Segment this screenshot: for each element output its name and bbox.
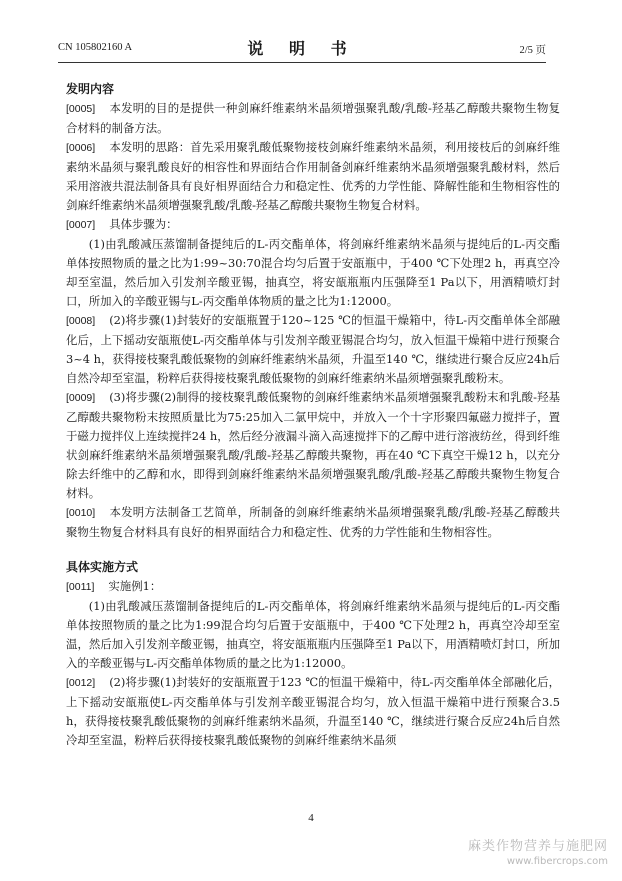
paragraph-0005 <box>66 99 560 138</box>
paragraph-0008 <box>66 311 560 388</box>
paragraph-number: [0010] <box>66 507 96 519</box>
paragraph-text: (3)将步骤(2)制得的接枝聚乳酸低聚物的剑麻纤维素纳米晶须增强聚乳酸粉末和乳酸-羟基乙醇酸共聚物粉末按照质量比为75:25加入二氯甲烷中，并放入一个十字形聚四氟磁力搅拌子，置于磁力搅拌仪上连续搅拌24 h，然后经分液漏斗滴入高速搅拌下的乙醇中进行溶液纺丝，得到纤维状剑麻纤维素纳米晶须增强聚乳酸/乳酸-羟基乙醇酸共聚物，再在40 ℃下真空干燥12 h，以充分除去纤维中的乙醇和水，即得到剑麻纤维素纳米晶须增强聚乳酸/乳酸-羟基乙醇酸共聚物生物复合材料。 <box>66 390 560 500</box>
paragraph-text: (2)将步骤(1)封装好的安瓿瓶置于123 ℃的恒温干燥箱中，待L-丙交酯单体全部融化后，上下摇动安瓿瓶使L-丙交酯单体与引发剂辛酸亚锡混合均匀，放入恒温干燥箱中进行预聚合3.5 h，获得接枝聚乳酸低聚物的剑麻纤维素纳米晶须，升温至140 ℃，继续进行聚合反应24h后自然冷却至室温，粉粹后获得接枝聚乳酸低聚物的剑麻纤维素纳米晶须 <box>66 675 560 747</box>
paragraph-number: [0006] <box>66 142 96 154</box>
document-body <box>66 80 560 750</box>
paragraph-0007 <box>66 215 560 235</box>
watermark-url: www.fibercrops.com <box>506 856 608 867</box>
paragraph-text: 本发明的思路：首先采用聚乳酸低聚物接枝剑麻纤维素纳米晶须，利用接枝后的剑麻纤维素纳米晶须与聚乳酸良好的相容性和界面结合作用制备剑麻纤维素纳米晶须增强聚乳酸材料，然后采用溶液共混法制备具有良好相界面结合力和稳定性、优秀的力学性能、降解性能和生物相容性的剑麻纤维素纳米晶须增强聚乳酸/乳酸-羟基乙醇酸共聚物生物复合材料。 <box>66 140 560 212</box>
document-title: 说 明 书 <box>247 39 357 58</box>
page-header <box>58 38 546 60</box>
publication-number: CN 105802160 A <box>58 42 133 53</box>
paragraph-number: [0009] <box>66 392 96 404</box>
section-heading-summary: 发明内容 <box>66 82 115 96</box>
page-number: 4 <box>308 812 314 824</box>
paragraph-0006 <box>66 138 560 215</box>
paragraph-number: [0012] <box>66 677 96 689</box>
paragraph-number: [0005] <box>66 103 96 115</box>
section-heading-embodiments: 具体实施方式 <box>66 560 139 574</box>
paragraph-text: 本发明方法制备工艺简单，所制备的剑麻纤维素纳米晶须增强聚乳酸/乳酸-羟基乙醇酸共聚物生物复合材料具有良好的相界面结合力和稳定性、优秀的力学性能和生物相容性。 <box>66 505 560 539</box>
paragraph-text: 本发明的目的是提供一种剑麻纤维素纳米晶须增强聚乳酸/乳酸-羟基乙醇酸共聚物生物复合材料的制备方法。 <box>66 101 560 135</box>
paragraph-text: 实施例1： <box>108 579 162 593</box>
paragraph-number: [0011] <box>66 581 95 593</box>
paragraph-example-step-1 <box>66 597 560 673</box>
paragraph-0010 <box>66 503 560 542</box>
paragraph-0012 <box>66 673 560 750</box>
paragraph-number: [0008] <box>66 315 96 327</box>
paragraph-step-1 <box>66 235 560 311</box>
paragraph-0011 <box>66 577 560 597</box>
header-rule <box>58 62 546 63</box>
watermark <box>468 835 608 867</box>
paragraph-text: 具体步骤为： <box>109 217 178 231</box>
paragraph-text: (2)将步骤(1)封装好的安瓿瓶置于120~125 ℃的恒温干燥箱中，待L-丙交酯单体全部融化后，上下摇动安瓿瓶使L-丙交酯单体与引发剂辛酸亚锡混合均匀，放入恒温干燥箱中进行预聚合3~4 h，获得接枝聚乳酸低聚物的剑麻纤维素纳米晶须，升温至140 ℃，继续进行聚合反应24h后自然冷却至室温，粉粹后获得接枝聚乳酸低聚物的剑麻纤维素纳米晶须增强聚乳酸粉末。 <box>66 313 560 385</box>
paragraph-0009 <box>66 388 560 503</box>
watermark-text: 麻类作物营养与施肥网 <box>467 839 608 854</box>
page-info: 2/5 页 <box>519 45 546 56</box>
paragraph-text: (1)由乳酸减压蒸馏制备提纯后的L-丙交酯单体，将剑麻纤维素纳米晶须与提纯后的L-丙交酯单体按照物质的量之比为1:99混合均匀后置于安瓿瓶中，于400 ℃下处理2 h，再真空冷却至室温，然后加入引发剂辛酸亚锡，抽真空，将安瓿瓶瓶内压强降至1 Pa以下，用酒精喷灯封口，所加入的辛酸亚锡与L-丙交酯单体物质的量之比为1:12000。 <box>66 599 560 670</box>
paragraph-text: (1)由乳酸减压蒸馏制备提纯后的L-丙交酯单体，将剑麻纤维素纳米晶须与提纯后的L-丙交酯单体按照物质的量之比为1:99~30:70混合均匀后置于安瓿瓶中，于400 ℃下处理2 h，再真空冷却至室温，然后加入引发剂辛酸亚锡，抽真空，将安瓿瓶瓶内压强降至1 Pa以下，用酒精喷灯封口，所加入的辛酸亚锡与L-丙交酯单体物质的量之比为1:12000。 <box>66 237 560 308</box>
paragraph-number: [0007] <box>66 219 96 231</box>
